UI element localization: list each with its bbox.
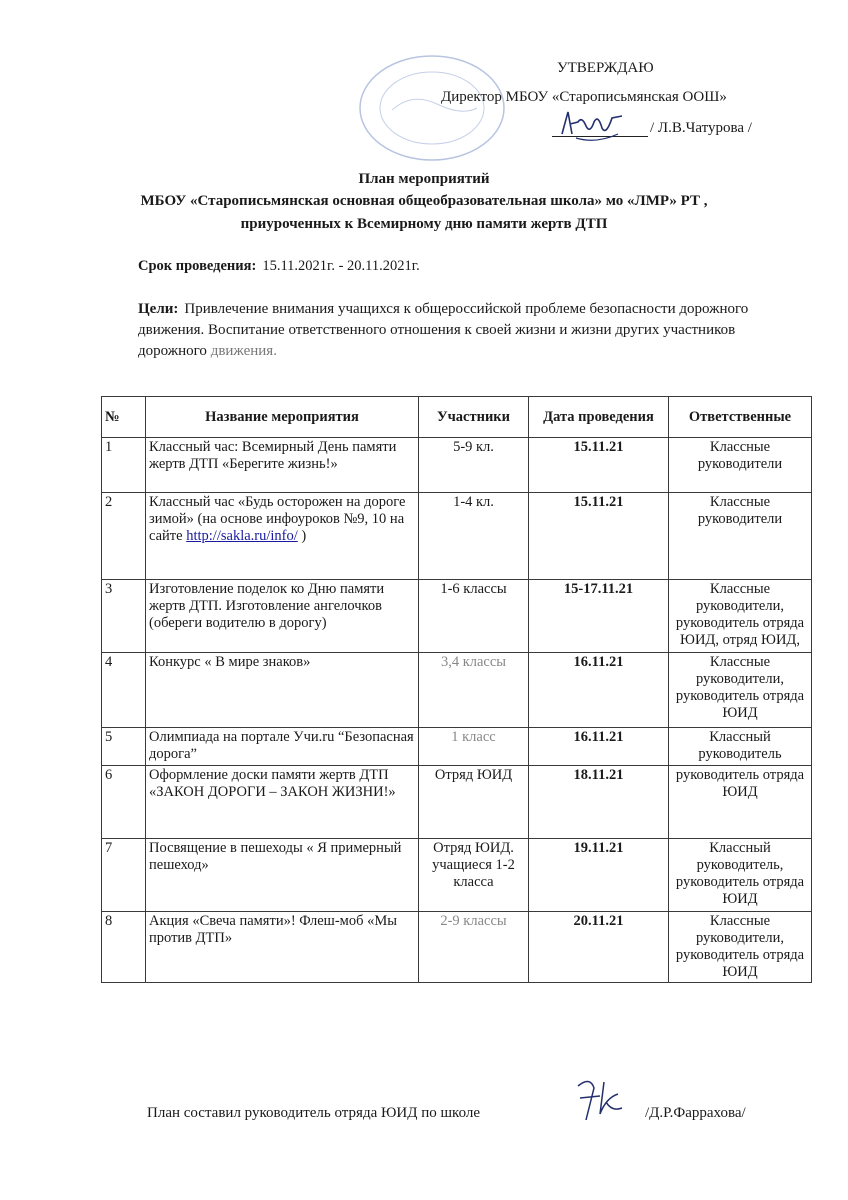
row-num: 5 — [102, 728, 146, 766]
row-participants: 1-4 кл. — [419, 493, 529, 580]
row-name: Олимпиада на портале Учи.ru “Безопасная дорога” — [146, 728, 419, 766]
row-responsible: Классные руководители, руководитель отряда ЮИД — [669, 653, 812, 728]
row-participants: Отряд ЮИД. учащиеся 1-2 класса — [419, 839, 529, 912]
footer-name: /Д.Р.Фаррахова/ — [645, 1105, 746, 1121]
row-responsible: руководитель отряда ЮИД — [669, 766, 812, 839]
row-participants: 3,4 классы — [419, 653, 529, 728]
row-name-text: Классный час «Будь осторожен на дороге зимой» (на основе инфоуроков №9, 10 на сайте — [149, 494, 406, 544]
row-date: 15.11.21 — [529, 493, 669, 580]
row-num: 3 — [102, 580, 146, 653]
header-date: Дата проведения — [529, 397, 669, 438]
row-date: 18.11.21 — [529, 766, 669, 839]
director-signature — [556, 104, 628, 148]
row-date: 20.11.21 — [529, 912, 669, 983]
term-label: Срок проведения: — [138, 258, 257, 274]
row-date: 19.11.21 — [529, 839, 669, 912]
sakla-link[interactable]: http://sakla.ru/info/ — [186, 528, 298, 544]
term — [138, 258, 420, 275]
goals-tail: движения. — [210, 343, 277, 359]
row-name: Посвящение в пешеходы « Я примерный пешеход» — [146, 839, 419, 912]
approval-title: УТВЕРЖДАЮ — [557, 60, 654, 76]
row-participants: Отряд ЮИД — [419, 766, 529, 839]
row-participants: 1 класс — [419, 728, 529, 766]
goals-text: Привлечение внимания учащихся к общероссийской проблеме безопасности дорожного движения. Воспитание ответственного отношения к своей жизни и жизни других участников дорожного — [138, 301, 749, 359]
row-responsible: Классные руководители, руководитель отряда ЮИД — [669, 912, 812, 983]
table-row — [102, 438, 812, 493]
row-num: 4 — [102, 653, 146, 728]
row-name: Конкурс « В мире знаков» — [146, 653, 419, 728]
row-num: 1 — [102, 438, 146, 493]
director-name: / Л.В.Чатурова / — [650, 120, 752, 136]
plan-subtitle: приуроченных к Всемирному дню памяти жертв ДТП — [240, 216, 608, 232]
row-participants: 1-6 классы — [419, 580, 529, 653]
table-row — [102, 839, 812, 912]
row-name: Изготовление поделок ко Дню памяти жертв ДТП. Изготовление ангелочков (обереги водителю в дорогу) — [146, 580, 419, 653]
row-name-tail: ) — [301, 528, 307, 544]
term-value: 15.11.2021г. - 20.11.2021г. — [262, 258, 420, 274]
school-stamp — [352, 48, 522, 166]
table-header — [102, 397, 812, 438]
row-responsible: Классный руководитель — [669, 728, 812, 766]
row-responsible: Классные руководители — [669, 493, 812, 580]
events-table — [101, 396, 812, 983]
row-num: 7 — [102, 839, 146, 912]
table-row — [102, 580, 812, 653]
table-row — [102, 493, 812, 580]
row-date: 16.11.21 — [529, 728, 669, 766]
row-responsible: Классные руководители, руководитель отряда ЮИД, отряд ЮИД, — [669, 580, 812, 653]
footer-text: План составил руководитель отряда ЮИД по школе — [147, 1105, 481, 1121]
plan-title: План мероприятий — [358, 171, 490, 187]
row-responsible: Классные руководители — [669, 438, 812, 493]
leader-signature — [560, 1068, 630, 1128]
row-date: 16.11.21 — [529, 653, 669, 728]
header-participants: Участники — [419, 397, 529, 438]
table-row — [102, 766, 812, 839]
header-responsible: Ответственные — [669, 397, 812, 438]
header-num: № — [102, 397, 146, 438]
row-num: 6 — [102, 766, 146, 839]
school-name: МБОУ «Старописьмянская основная общеобразовательная школа» мо «ЛМР» РТ , — [140, 193, 708, 209]
row-date: 15.11.21 — [529, 438, 669, 493]
row-responsible: Классный руководитель, руководитель отряда ЮИД — [669, 839, 812, 912]
approval-director: Директор МБОУ «Старописьмянская ООШ» — [441, 89, 727, 105]
row-num: 2 — [102, 493, 146, 580]
table-row — [102, 653, 812, 728]
row-num: 8 — [102, 912, 146, 983]
row-participants: 5-9 кл. — [419, 438, 529, 493]
header-name: Название мероприятия — [146, 397, 419, 438]
row-name: Классный час: Всемирный День памяти жертв ДТП «Берегите жизнь!» — [146, 438, 419, 493]
row-date: 15-17.11.21 — [529, 580, 669, 653]
goals — [138, 299, 798, 362]
row-name — [146, 493, 419, 580]
table-row — [102, 912, 812, 983]
row-name: Оформление доски памяти жертв ДТП «ЗАКОН ДОРОГИ – ЗАКОН ЖИЗНИ!» — [146, 766, 419, 839]
table-row — [102, 728, 812, 766]
row-name: Акция «Свеча памяти»! Флеш-моб «Мы против ДТП» — [146, 912, 419, 983]
goals-label: Цели: — [138, 301, 179, 317]
row-participants: 2-9 классы — [419, 912, 529, 983]
